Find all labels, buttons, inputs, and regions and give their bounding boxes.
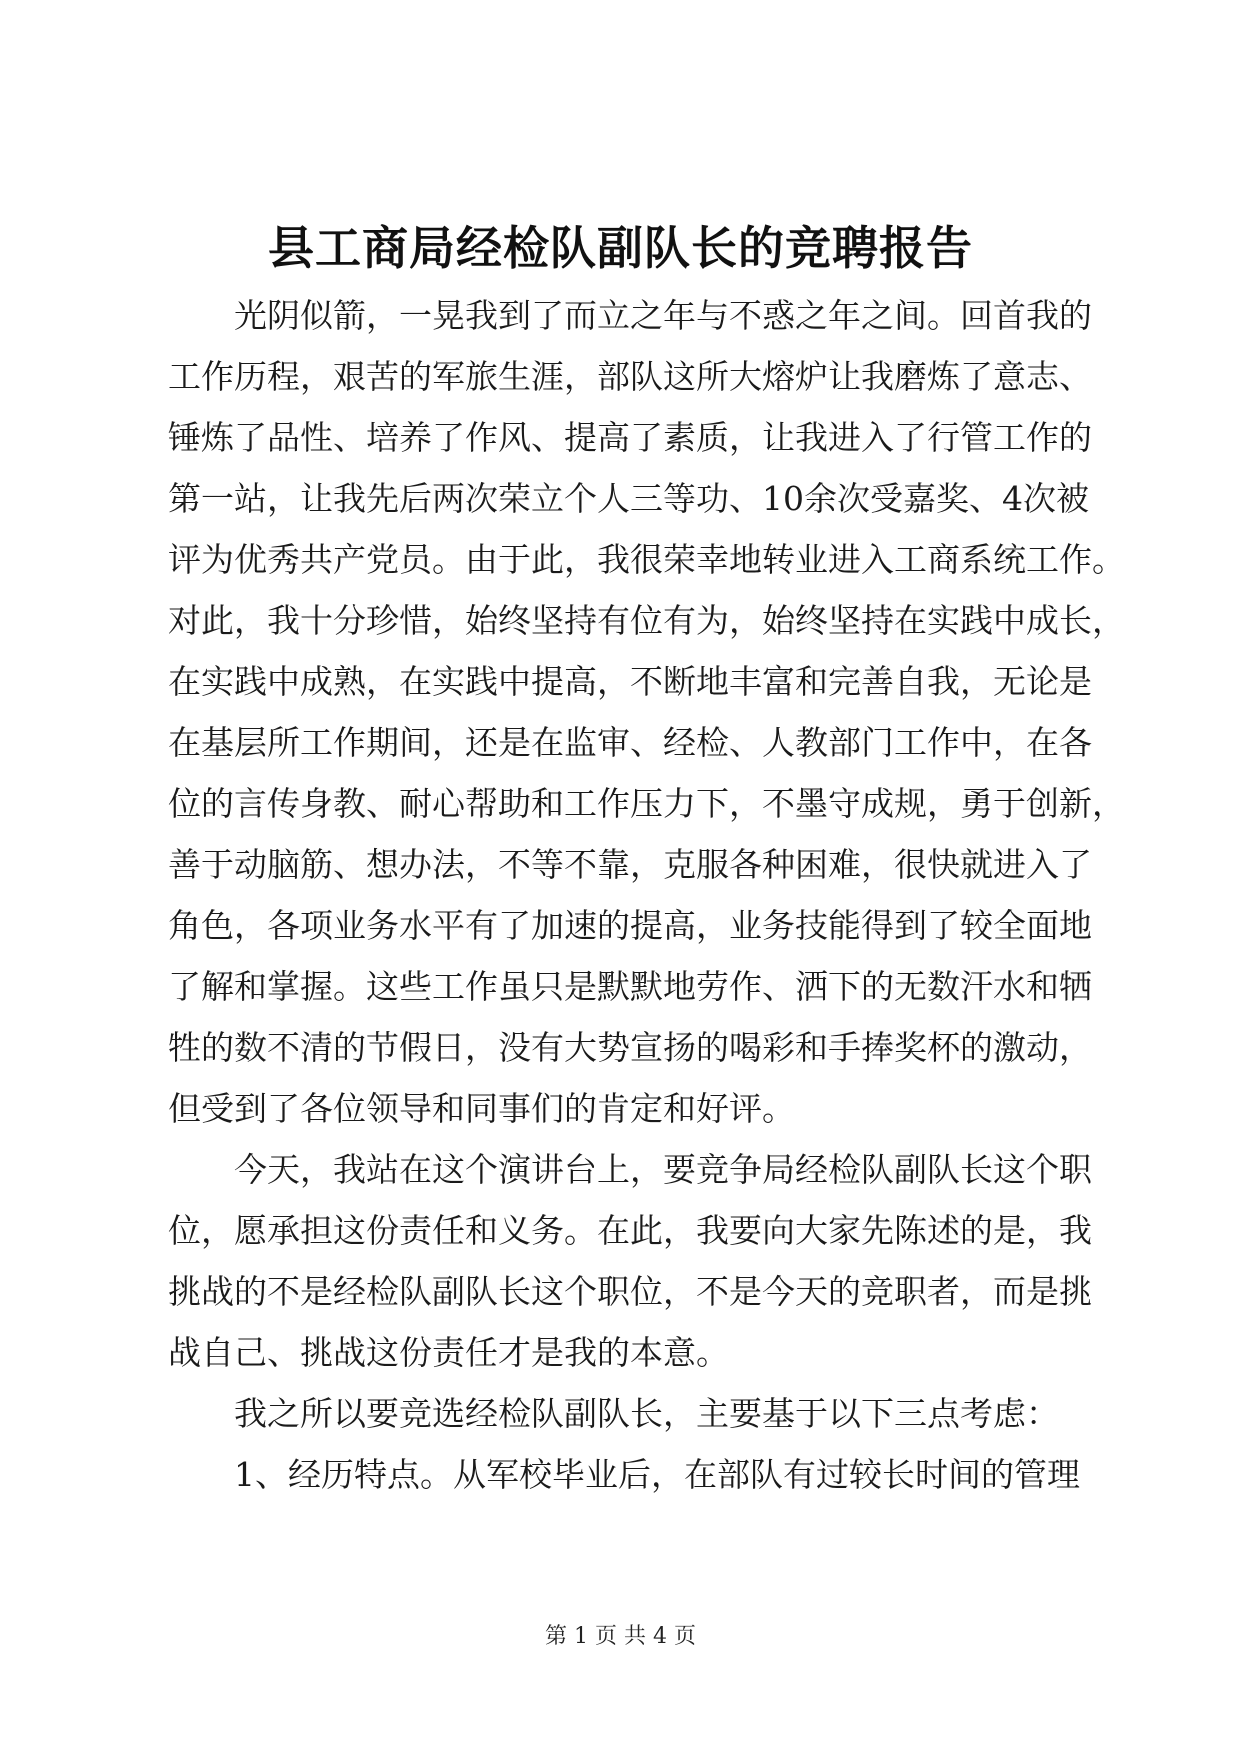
paragraph: [168, 1139, 1092, 1383]
text-line: 我之所以要竞选经检队副队长，主要基于以下三点考虑：: [234, 1394, 1059, 1433]
text-line: 在实践中成熟，在实践中提高，不断地丰富和完善自我，无论是: [168, 662, 1092, 701]
text-line: 第一站，让我先后两次荣立个人三等功、10余次受嘉奖、4次被: [168, 479, 1089, 518]
text-line: 战自己、挑战这份责任才是我的本意。: [168, 1333, 729, 1372]
page-footer: 第 1 页 共 4 页: [545, 1624, 696, 1649]
document-body: [168, 285, 1125, 1505]
text-line: 工作历程，艰苦的军旅生涯，部队这所大熔炉让我磨炼了意志、: [168, 357, 1092, 396]
text-line: 光阴似箭，一晃我到了而立之年与不惑之年之间。回首我的: [234, 296, 1092, 335]
text-line: 评为优秀共产党员。由于此，我很荣幸地转业进入工商系统工作。: [168, 540, 1125, 579]
text-line: 锤炼了品性、培养了作风、提高了素质，让我进入了行管工作的: [168, 418, 1092, 457]
text-line: 位，愿承担这份责任和义务。在此，我要向大家先陈述的是，我: [168, 1211, 1092, 1250]
paragraph: [168, 1444, 1080, 1505]
text-line: 在基层所工作期间，还是在监审、经检、人教部门工作中，在各: [168, 723, 1092, 762]
text-line: 对此，我十分珍惜，始终坚持有位有为，始终坚持在实践中成长，: [168, 601, 1125, 640]
text-line: 1、经历特点。从军校毕业后，在部队有过较长时间的管理: [234, 1455, 1080, 1494]
text-line: 位的言传身教、耐心帮助和工作压力下，不墨守成规，勇于创新，: [168, 784, 1125, 823]
text-line: 牲的数不清的节假日，没有大势宣扬的喝彩和手捧奖杯的激动，: [168, 1028, 1092, 1067]
text-line: 挑战的不是经检队副队长这个职位，不是今天的竞职者，而是挑: [168, 1272, 1092, 1311]
text-line: 了解和掌握。这些工作虽只是默默地劳作、洒下的无数汗水和牺: [168, 967, 1092, 1006]
text-line: 角色，各项业务水平有了加速的提高，业务技能得到了较全面地: [168, 906, 1092, 945]
paragraph: [168, 1383, 1073, 1444]
text-line: 今天，我站在这个演讲台上，要竞争局经检队副队长这个职: [234, 1150, 1092, 1189]
paragraph: [168, 285, 1125, 1139]
text-line: 但受到了各位领导和同事们的肯定和好评。: [168, 1089, 795, 1128]
text-line: 善于动脑筋、想办法，不等不靠，克服各种困难，很快就进入了: [168, 845, 1092, 884]
document-title: 县工商局经检队副队长的竞聘报告: [268, 221, 973, 275]
